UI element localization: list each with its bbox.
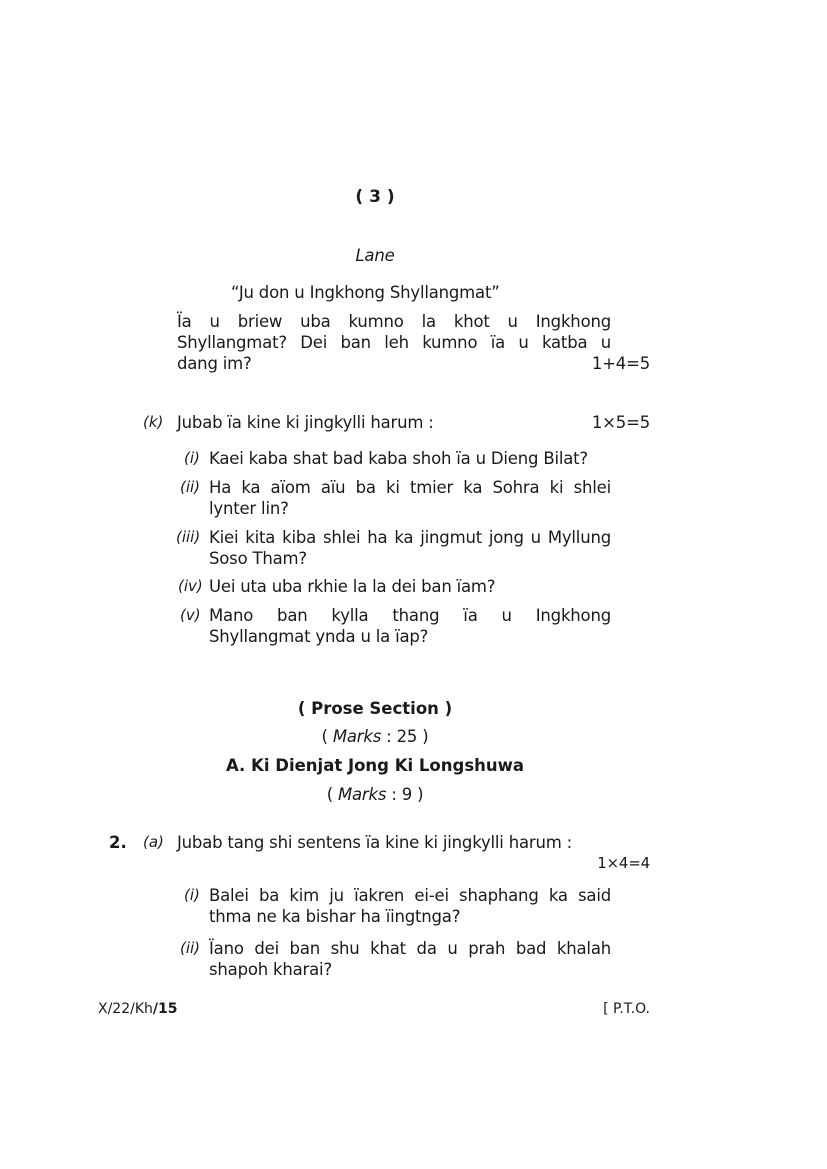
poem-question-line-3: dang im? xyxy=(177,354,252,373)
page-number: ( 3 ) xyxy=(355,187,395,207)
list-item-label: (i) xyxy=(184,449,200,467)
question-2a-label: (a) xyxy=(143,833,164,851)
list-item-text: Ïano dei ban shu khat da u prah bad khalah xyxy=(209,939,611,958)
subsection-marks xyxy=(0,784,750,805)
poem-question-marks: 1+4=5 xyxy=(591,354,650,373)
question-k-text: Jubab ïa kine ki jingkylli harum : xyxy=(177,413,434,432)
poem-question-line-2: Shyllangmat? Dei ban leh kumno ïa u katba u xyxy=(177,333,611,352)
poem-title: “Ju don u Ingkhong Shyllangmat” xyxy=(231,283,500,302)
prose-section-title: ( Prose Section ) xyxy=(297,699,453,718)
subsection-title: A. Ki Dienjat Jong Ki Longshuwa xyxy=(225,756,525,775)
section-heading-lane: Lane xyxy=(355,246,395,265)
list-item-label: (iii) xyxy=(176,528,201,546)
pto-marker: [ P.T.O. xyxy=(603,1001,650,1017)
question-k-marks: 1×5=5 xyxy=(591,413,650,432)
list-item-text: Mano ban kylla thang ïa u Ingkhong xyxy=(209,606,611,625)
marks-value: : 25 ) xyxy=(381,727,429,746)
list-item-text: Soso Tham? xyxy=(209,549,307,568)
question-2a-text: Jubab tang shi sentens ïa kine ki jingkylli harum : xyxy=(177,833,573,852)
paper-code xyxy=(98,1000,178,1018)
marks-open: ( xyxy=(326,785,338,804)
list-item-label: (i) xyxy=(184,886,200,904)
list-item-text: Kaei kaba shat bad kaba shoh ïa u Dieng Bilat? xyxy=(209,449,588,468)
list-item-label: (iv) xyxy=(178,577,203,595)
list-item-text: Ha ka aïom aïu ba ki tmier ka Sohra ki shlei xyxy=(209,478,611,497)
prose-section-marks xyxy=(0,726,750,747)
list-item-text: thma ne ka bishar ha ïingtnga? xyxy=(209,907,461,926)
question-2a-marks: 1×4=4 xyxy=(597,854,650,872)
list-item-text: Shyllangmat ynda u la ïap? xyxy=(209,627,429,646)
marks-label: Marks xyxy=(332,727,382,746)
list-item-text: Uei uta uba rkhie la la dei ban ïam? xyxy=(209,577,496,596)
list-item-text: shapoh kharai? xyxy=(209,960,332,979)
list-item-label: (ii) xyxy=(180,939,201,957)
paper-code-prefix: X/22/Kh xyxy=(98,1001,153,1017)
list-item-text: lynter lin? xyxy=(209,499,289,518)
paper-code-suffix: /15 xyxy=(152,1001,178,1017)
list-item-label: (v) xyxy=(180,606,201,624)
list-item-label: (ii) xyxy=(180,478,201,496)
question-2-number: 2. xyxy=(109,833,127,852)
marks-value: : 9 ) xyxy=(386,785,424,804)
marks-label: Marks xyxy=(337,785,387,804)
question-k-label: (k) xyxy=(143,413,164,431)
list-item-text: Kiei kita kiba shlei ha ka jingmut jong u Myllung xyxy=(209,528,611,547)
list-item-text: Balei ba kim ju ïakren ei-ei shaphang ka said xyxy=(209,886,611,905)
marks-open: ( xyxy=(321,727,333,746)
poem-question-line-1: Ïa u briew uba kumno la khot u Ingkhong xyxy=(177,312,611,331)
